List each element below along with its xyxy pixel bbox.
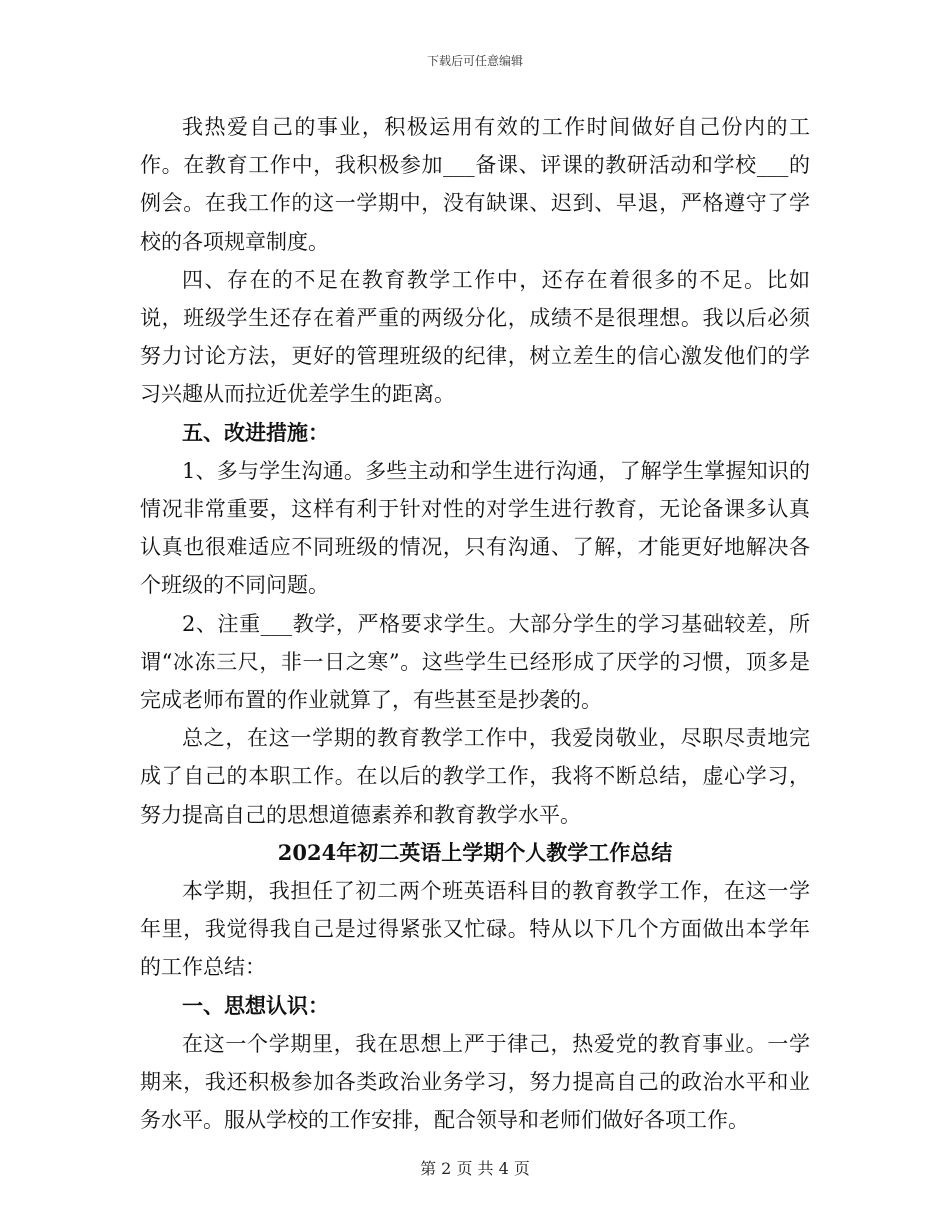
paragraph-work-attitude: 我热爱自己的事业，积极运用有效的工作时间做好自己份内的工作。在教育工作中，我积极参加___备课、评课的教研活动和学校___的例会。在我工作的这一学期中，没有缺课、迟到、早退，严格遵守了学校的各项规章制度。 xyxy=(140,115,810,254)
paragraph-conclusion: 总之，在这一学期的教育教学工作中，我爱岗敬业，尽职尽责地完成了自己的本职工作。在以后的教学工作，我将不断总结，虚心学习，努力提高自己的思想道德素养和教育教学水平。 xyxy=(140,726,810,827)
page-header: 下载后可任意编辑 xyxy=(426,54,523,68)
paragraph-measure-communication: 1、多与学生沟通。多些主动和学生进行沟通，了解学生掌握知识的情况非常重要，这样有利于针对性的对学生进行教育，无论备课多认真认真也很难适应不同班级的情况，只有沟通、了解，才能更好地解决各个班级的不同问题。 xyxy=(140,458,810,598)
document-body xyxy=(140,108,810,1139)
paragraph-shortcomings: 四、存在的不足在教育教学工作中，还存在着很多的不足。比如说，班级学生还存在着严重的两级分化，成绩不是很理想。我以后必须努力讨论方法，更好的管理班级的纪律，树立差生的信心激发他们的学习兴趣从而拉近优差学生的距离。 xyxy=(140,267,810,407)
paragraph-measure-teaching: 2、注重___教学，严格要求学生。大部分学生的学习基础较差，所谓“冰冻三尺，非一日之寒”。这些学生已经形成了厌学的习惯，顶多是完成老师布置的作业就算了，有些甚至是抄袭的。 xyxy=(140,611,810,713)
section-title: 2024年初二英语上学期个人教学工作总结 xyxy=(277,839,673,865)
paragraph-ideology: 在这一个学期里，我在思想上严于律己，热爱党的教育事业。一学期来，我还积极参加各类政治业务学习，努力提高自己的政治水平和业务水平。服从学校的工作安排，配合领导和老师们做好各项工作。 xyxy=(140,1031,810,1133)
page-number: 第 2 页 共 4 页 xyxy=(420,1159,530,1178)
paragraph-intro: 本学期，我担任了初二两个班英语科目的教育教学工作，在这一学年里，我觉得我自己是过得紧张又忙碌。特从以下几个方面做出本学年的工作总结： xyxy=(140,879,810,980)
heading-ideological-understanding: 一、思想认识： xyxy=(182,992,329,1018)
heading-improvement-measures: 五、改进措施： xyxy=(182,419,329,445)
